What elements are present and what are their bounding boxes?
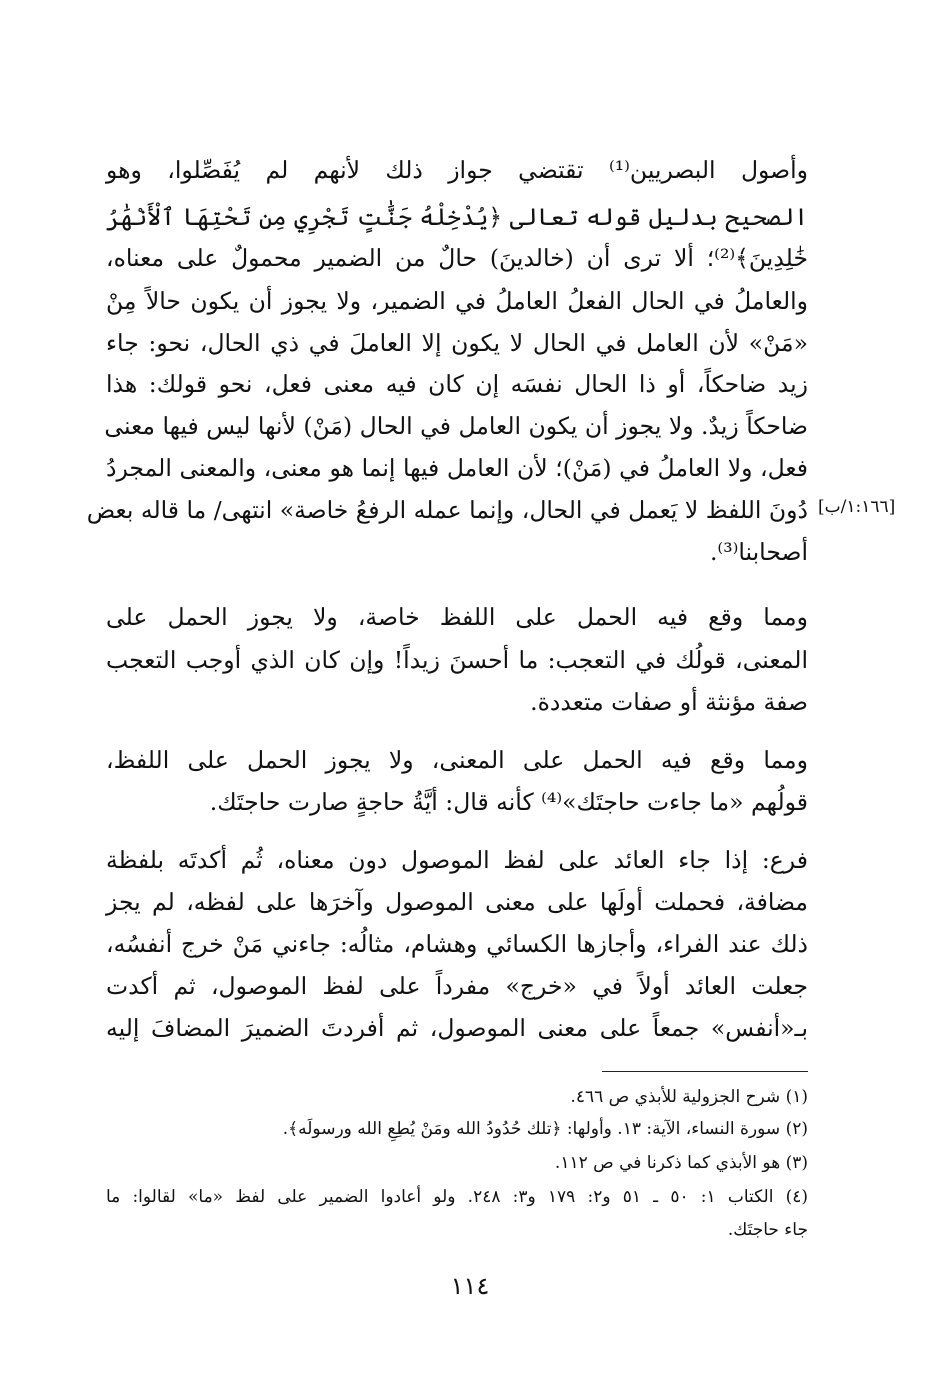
text-line: قولُهم «ما جاءت حاجتَك»⁽⁴⁾ كأنه قال: أيَّةُ حاجةٍ صارت حاجتَك. — [209, 788, 808, 816]
text-line: ضاحكاً زيدٌ. ولا يجوز أن يكون العامل في الحال (مَنْ) لأنها ليس فيها معنى — [104, 412, 808, 440]
text-line: وأصول البصريين⁽¹⁾ تقتضي جواز ذلك لأنهم لم يُفَصِّلوا، وهو — [106, 156, 808, 184]
text-line: مضافة، فحملت أولَها على معنى الموصول وآخرَها على لفظه، لم يجز — [106, 888, 808, 916]
text-line: «مَنْ» لأن العامل في الحال لا يكون إلا العاملَ في ذي الحال، نحو: جاء — [106, 329, 808, 357]
text-line: زيد ضاحكاً، أو ذا الحال نفسَه إن كان فيه معنى فعل، نحو قولك: هذا — [106, 370, 808, 398]
text-line: جعلت العائد أولاً في «خرج» مفرداً على لفظ الموصول، ثم أكدت — [106, 972, 808, 1000]
text-line: صفة مؤنثة أو صفات متعددة. — [530, 688, 808, 716]
text-line: فعل، ولا العاملُ في (مَنْ)؛ لأن العامل فيها إنما هو معنى، والمعنى المجردُ — [106, 454, 808, 482]
footnote: (٤) الكتاب ١: ٥٠ ـ ٥١ و٢: ١٧٩ و٣: ٢٤٨. ولو أعادوا الضمير على لفظ «ما» لقالوا: ما — [106, 1187, 809, 1207]
footnote-divider — [602, 1071, 808, 1072]
text-line: خَٰلِدِينَ﴾⁽²⁾؛ ألا ترى أن (خالدينَ) حالٌ من الضمير محمولٌ على معناه، — [106, 244, 808, 272]
text-line: فرع: إذا جاء العائد على لفظ الموصول دون معناه، ثُم أكدتَه بلفظة — [106, 846, 808, 874]
text-line: ومما وقع فيه الحمل على اللفظ خاصة، ولا يجوز الحمل على — [106, 603, 808, 631]
footnote: (٢) سورة النساء، الآية: ١٣. وأولها: ﴿تلك حُدُودُ الله ومَنْ يُطِعِ الله ورسولَه﴾. — [282, 1119, 808, 1139]
text-line: أصحابنا⁽³⁾. — [709, 538, 808, 566]
page-number: ١١٤ — [450, 1272, 490, 1300]
text-line: ذلك عند الفراء، وأجازها الكسائي وهشام، مثالُه: جاءني مَنْ خرج أنفسُه، — [106, 930, 808, 958]
text-line: الصحيح بدليل قوله تعالى ﴿يُدْخِلْهُ جَنَّٰتٍ تَجْرِي مِن تَحْتِهَا ٱلْأَنْهَٰرُ — [106, 203, 808, 231]
text-line: المعنى، قولُك في التعجب: ما أحسنَ زيداً! وإن كان الذي أوجب التعجب — [106, 646, 808, 674]
text-line: ومما وقع فيه الحمل على المعنى، ولا يجوز الحمل على اللفظ، — [106, 746, 808, 774]
text-line: دُونَ اللفظ لا يَعمل في الحال، وإنما عمله الرفعُ خاصة» انتهى/ ما قاله بعض — [86, 496, 808, 524]
footnote: (٣) هو الأبذي كما ذكرنا في ص ١١٢. — [554, 1153, 808, 1173]
text-line: بـ«أنفس» جمعاً على معنى الموصول، ثم أفردتَ الضميرَ المضافَ إليه — [106, 1014, 808, 1042]
manuscript-folio-marker: [١:١٦٦/ب] — [818, 497, 896, 517]
footnote: (١) شرح الجزولية للأبذي ص ٤٦٦. — [570, 1087, 808, 1107]
footnote-continuation: جاء حاجتَك. — [727, 1220, 808, 1240]
text-line: والعاملُ في الحال الفعلُ العاملُ في الضمير، ولا يجوز أن يكون حالاً مِنْ — [106, 287, 808, 315]
